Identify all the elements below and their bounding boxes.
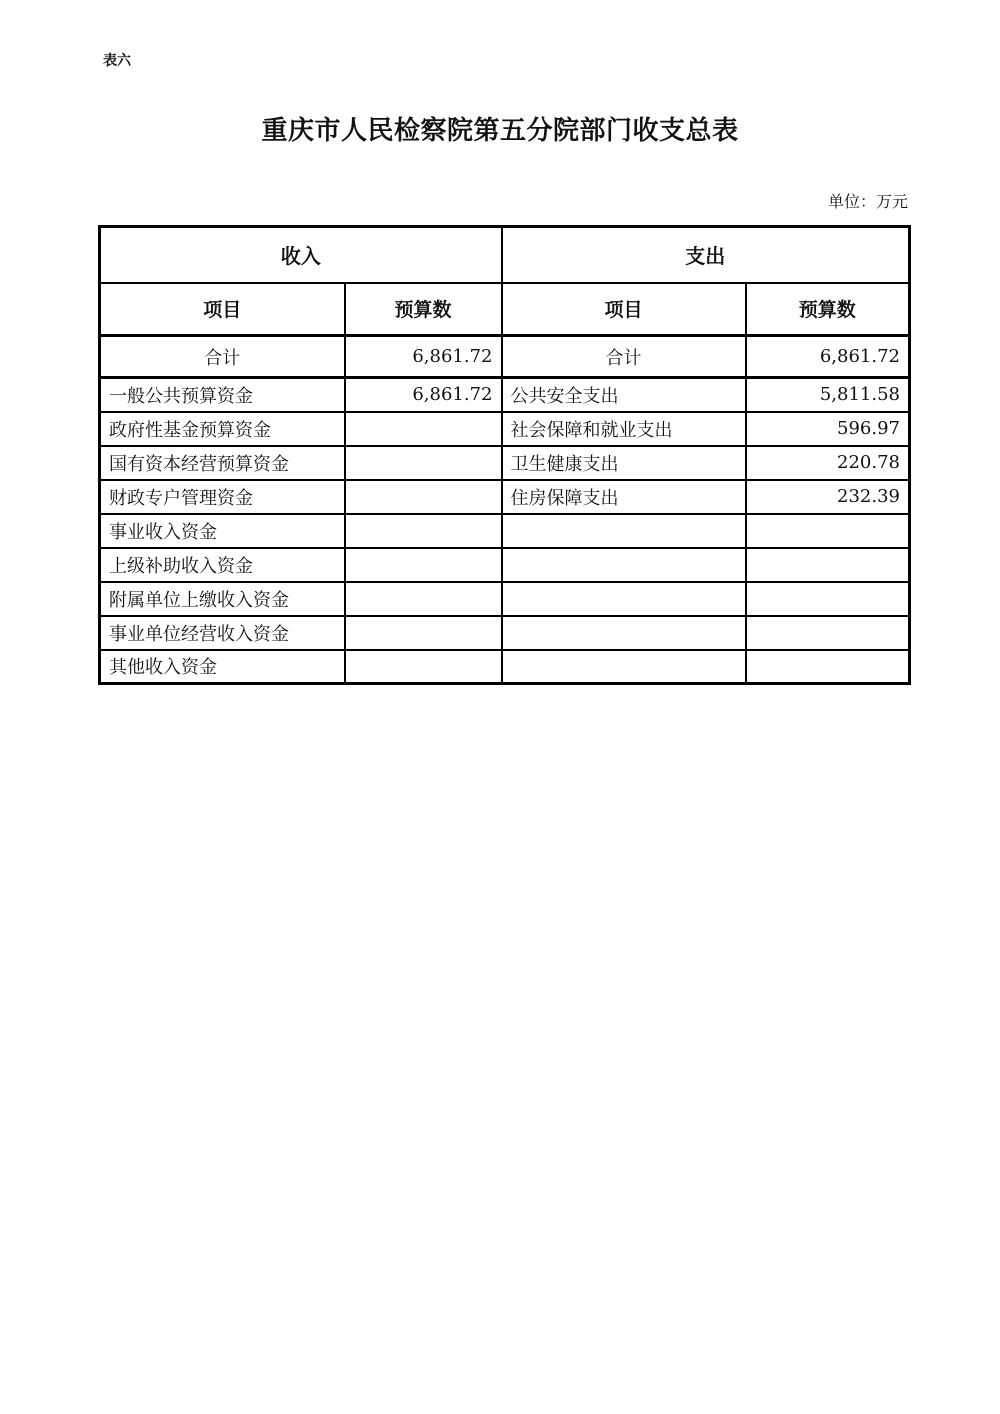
table-row bbox=[100, 480, 910, 514]
expense-budget-header: 预算数 bbox=[746, 283, 910, 336]
income-budget-cell bbox=[345, 446, 502, 480]
group-header-row bbox=[100, 227, 910, 283]
income-item-cell: 其他收入资金 bbox=[100, 650, 345, 684]
income-item-cell: 财政专户管理资金 bbox=[100, 480, 345, 514]
expense-budget-cell: 220.78 bbox=[746, 446, 910, 480]
income-budget-cell bbox=[345, 548, 502, 582]
table-row bbox=[100, 378, 910, 412]
table-row bbox=[100, 548, 910, 582]
expense-budget-cell bbox=[746, 650, 910, 684]
table-row bbox=[100, 446, 910, 480]
expense-budget-cell: 232.39 bbox=[746, 480, 910, 514]
expense-budget-cell bbox=[746, 616, 910, 650]
income-budget-cell bbox=[345, 514, 502, 548]
expense-item-cell bbox=[502, 548, 746, 582]
expense-budget-cell: 6,861.72 bbox=[746, 336, 910, 378]
expense-item-cell: 公共安全支出 bbox=[502, 378, 746, 412]
income-item-cell: 附属单位上缴收入资金 bbox=[100, 582, 345, 616]
expense-item-cell bbox=[502, 616, 746, 650]
income-item-cell: 国有资本经营预算资金 bbox=[100, 446, 345, 480]
table-row bbox=[100, 582, 910, 616]
expense-budget-cell bbox=[746, 548, 910, 582]
expense-budget-cell bbox=[746, 582, 910, 616]
income-budget-cell bbox=[345, 480, 502, 514]
expense-item-cell: 住房保障支出 bbox=[502, 480, 746, 514]
unit-note: 单位：万元 bbox=[827, 192, 908, 211]
expense-item-cell bbox=[502, 650, 746, 684]
income-group-header: 收入 bbox=[100, 227, 502, 283]
page-title: 重庆市人民检察院第五分院部门收支总表 bbox=[261, 116, 739, 146]
budget-table bbox=[98, 225, 911, 685]
expense-budget-cell bbox=[746, 514, 910, 548]
expense-item-cell bbox=[502, 582, 746, 616]
table-number-label: 表六 bbox=[103, 53, 131, 69]
expense-group-header: 支出 bbox=[502, 227, 910, 283]
income-item-cell: 政府性基金预算资金 bbox=[100, 412, 345, 446]
expense-budget-cell: 5,811.58 bbox=[746, 378, 910, 412]
income-item-cell: 事业单位经营收入资金 bbox=[100, 616, 345, 650]
expense-budget-cell: 596.97 bbox=[746, 412, 910, 446]
income-item-cell: 合计 bbox=[100, 336, 345, 378]
expense-item-cell: 合计 bbox=[502, 336, 746, 378]
expense-item-header: 项目 bbox=[502, 283, 746, 336]
table-row-total bbox=[100, 336, 910, 378]
income-budget-cell: 6,861.72 bbox=[345, 378, 502, 412]
income-budget-cell bbox=[345, 412, 502, 446]
expense-item-cell bbox=[502, 514, 746, 548]
income-budget-cell bbox=[345, 582, 502, 616]
income-item-cell: 事业收入资金 bbox=[100, 514, 345, 548]
expense-item-cell: 社会保障和就业支出 bbox=[502, 412, 746, 446]
column-header-row bbox=[100, 283, 910, 336]
table-row bbox=[100, 650, 910, 684]
income-item-cell: 一般公共预算资金 bbox=[100, 378, 345, 412]
income-budget-header: 预算数 bbox=[345, 283, 502, 336]
income-budget-cell: 6,861.72 bbox=[345, 336, 502, 378]
expense-item-cell: 卫生健康支出 bbox=[502, 446, 746, 480]
income-item-header: 项目 bbox=[100, 283, 345, 336]
table-row bbox=[100, 616, 910, 650]
table-row bbox=[100, 412, 910, 446]
income-item-cell: 上级补助收入资金 bbox=[100, 548, 345, 582]
income-budget-cell bbox=[345, 616, 502, 650]
table-row bbox=[100, 514, 910, 548]
income-budget-cell bbox=[345, 650, 502, 684]
